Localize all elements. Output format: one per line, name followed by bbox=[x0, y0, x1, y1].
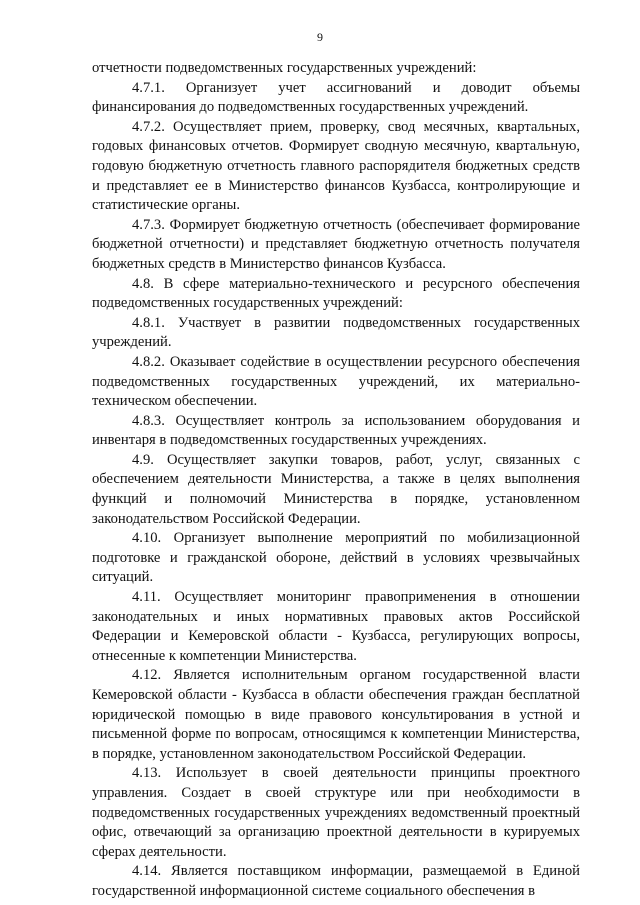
paragraph-4-8-3: 4.8.3. Осуществляет контроль за использованием оборудования и инвентаря в подведомственных государственных учреждениях. bbox=[92, 412, 580, 449]
paragraph-4-8: 4.8. В сфере материально-технического и ресурсного обеспечения подведомственных государственных учреждений: bbox=[92, 275, 580, 312]
paragraph-4-7-2: 4.7.2. Осуществляет прием, проверку, свод месячных, квартальных, годовых финансовых отчетов. Формирует сводную месячную, квартальную, годовую бюджетную отчетность главного распорядителя бюджетных средств и представляет ее в Министерство финансов Кузбасса, контролирующие и статистические органы. bbox=[92, 118, 580, 214]
paragraph-4-8-1: 4.8.1. Участвует в развитии подведомственных государственных учреждений. bbox=[92, 314, 580, 351]
paragraph-continuation: отчетности подведомственных государственных учреждений: bbox=[92, 60, 477, 76]
document-body bbox=[92, 59, 580, 902]
paragraph-4-13: 4.13. Использует в своей деятельности принципы проектного управления. Создает в своей структуре или при необходимости в подведомственных государственных учреждениях ведомственный проектный офис, отвечающий за организацию проектной деятельности в курируемых сферах деятельности. bbox=[92, 765, 580, 860]
paragraph-4-7-3: 4.7.3. Формирует бюджетную отчетность (обеспечивает формирование бюджетной отчетности) и представляет бюджетную отчетность получателя бюджетных средств в Министерство финансов Кузбасса. bbox=[92, 216, 580, 272]
paragraph-4-9: 4.9. Осуществляет закупки товаров, работ, услуг, связанных с обеспечением деятельности Министерства, а также в целях выполнения функций и полномочий Министерства в порядке, установленном законодательством Российской Федерации. bbox=[92, 451, 580, 527]
paragraph-4-12: 4.12. Является исполнительным органом государственной власти Кемеровской области - Кузбасса в области обеспечения граждан бесплатной юридической помощью в виде правового консультирования в устной и письменной форме по вопросам, относящимся к компетенции Министерства, в порядке, установленном законодательством Российской Федерации. bbox=[92, 667, 580, 762]
paragraph-4-11: 4.11. Осуществляет мониторинг правоприменения в отношении законодательных и иных нормативных правовых актов Российской Федерации и Кемеровской области - Кузбасса, регулирующих вопросы, отнесенные к компетенции Министерства. bbox=[92, 589, 580, 664]
page-number: 9 bbox=[317, 30, 323, 44]
paragraph-4-14: 4.14. Является поставщиком информации, размещаемой в Единой государственной информационной системе социального обеспечения в bbox=[92, 863, 580, 899]
paragraph-4-8-2: 4.8.2. Оказывает содействие в осуществлении ресурсного обеспечения подведомственных государственных учреждений, их материально-техническом обеспечении. bbox=[92, 353, 580, 410]
paragraph-4-10: 4.10. Организует выполнение мероприятий по мобилизационной подготовке и гражданской обороне, действий в условиях чрезвычайных ситуаций. bbox=[92, 530, 580, 586]
paragraph-4-7-1: 4.7.1. Организует учет ассигнований и доводит объемы финансирования до подведомственных государственных учреждений. bbox=[92, 79, 580, 116]
